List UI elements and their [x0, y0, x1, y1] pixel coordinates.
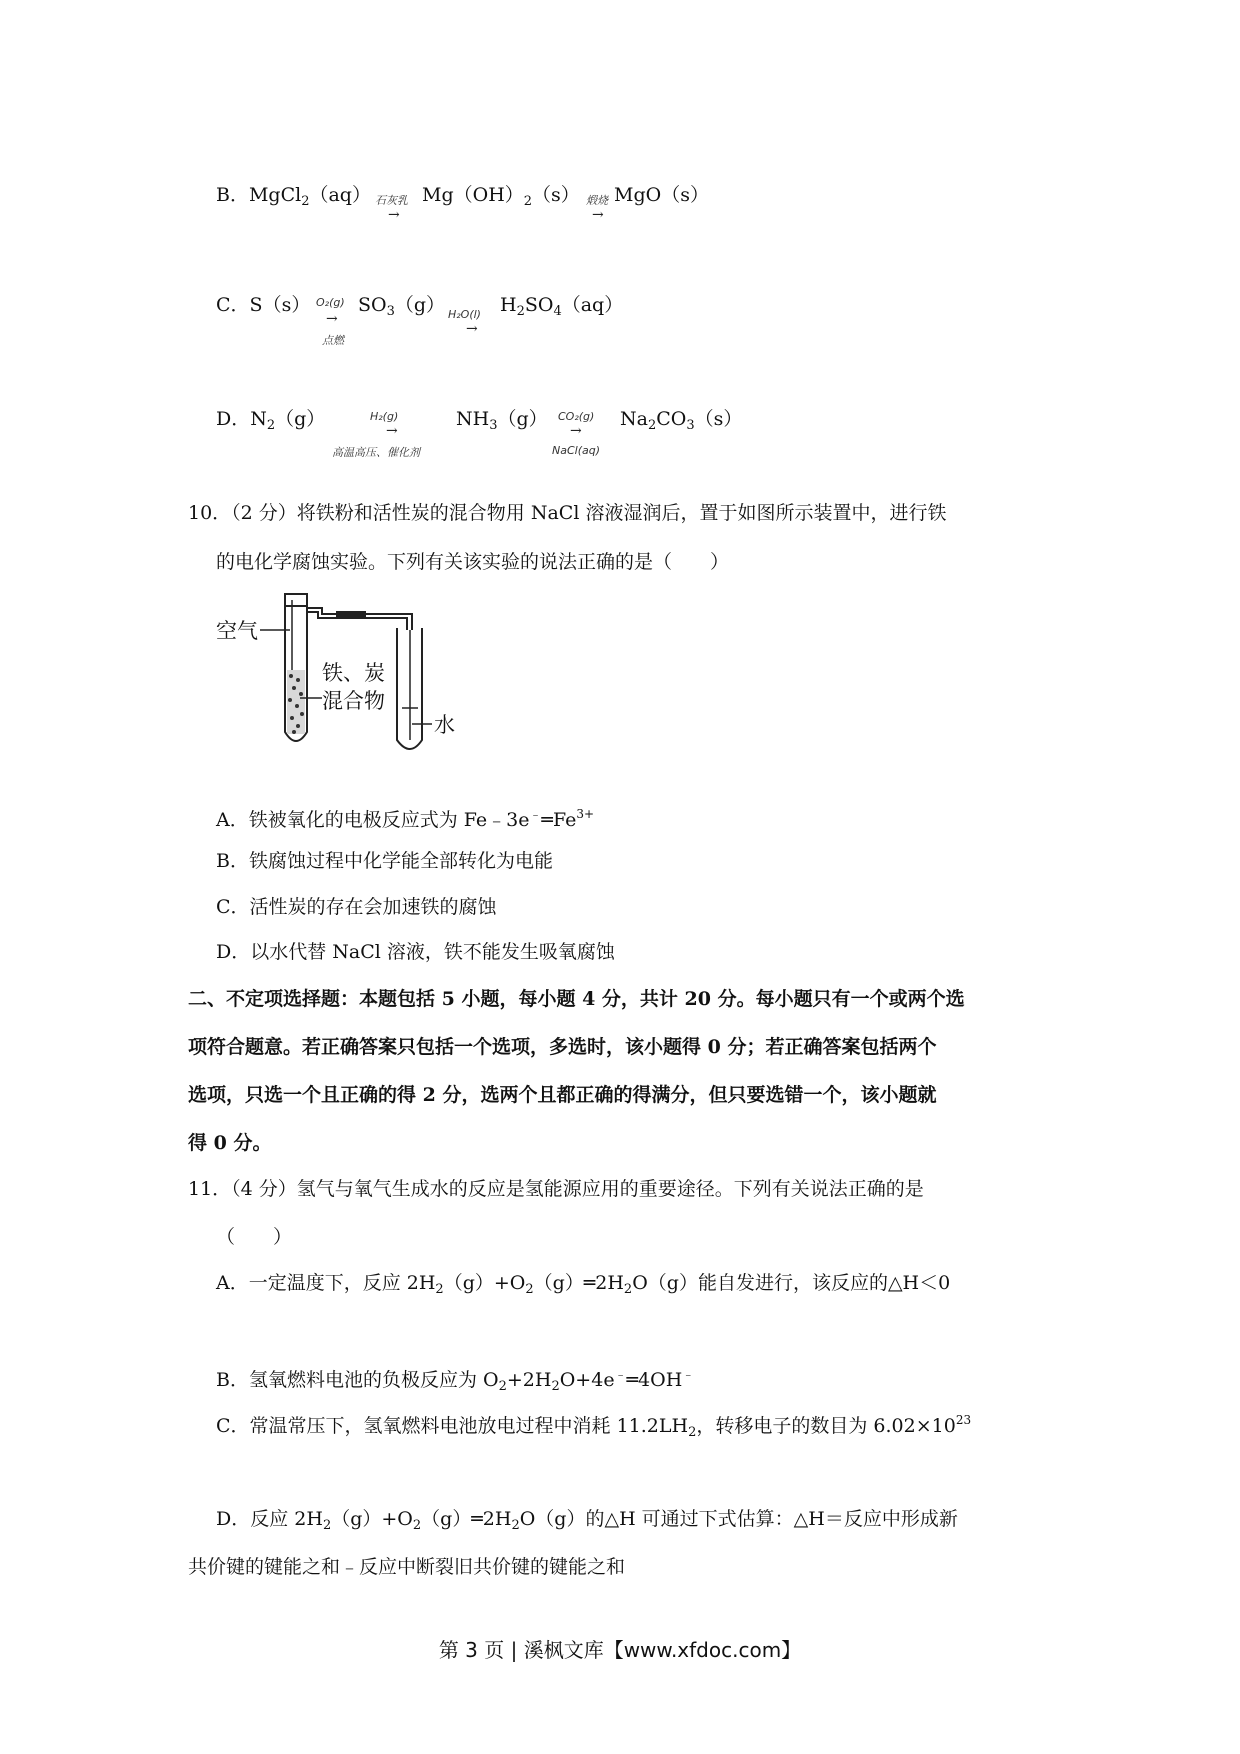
q11-option-d: D．反应 $2H_2(g)+O_2(g)═2H_2O(g)$的△H 可通过下式估算：△H＝反应中形成新	[216, 1508, 958, 1533]
q9b-condition-1: 石灰乳	[375, 194, 408, 207]
q11-option-a: A．一定温度下，反应 $2H_2(g)+O_2(g)═2H_2O(g)$能自发进行，该反应的△H＜0	[216, 1272, 951, 1297]
q11-stem-line-2: （ ）	[216, 1226, 293, 1248]
section-2-line-1: 二、不定项选择题：本题包括 5 小题，每小题 4 分，共计 20 分。每小题只有一个或两个选	[188, 988, 965, 1010]
q9-option-b-end: MgO（s）	[614, 184, 709, 206]
q11-stem-line-1: 11．（4 分）氢气与氧气生成水的反应是氢能源应用的重要途径。下列有关说法正确的是	[188, 1178, 924, 1200]
label-air: 空气	[216, 619, 258, 643]
label-iron-carbon: 铁、炭	[322, 661, 385, 685]
q10-option-b: B．铁腐蚀过程中化学能全部转化为电能	[216, 850, 553, 872]
apparatus-diagram	[210, 590, 490, 760]
q11-option-c: C．常温常压下，氢氧燃料电池放电过程中消耗 $11.2LH_2$，转移电子的数目为 $6.02\times 10^{23}$	[216, 1413, 972, 1440]
q10-stem-line-2: 的电化学腐蚀实验。下列有关该实验的说法正确的是（ ）	[216, 551, 730, 573]
q9d-condition-2b: NaCl(aq)	[552, 444, 601, 457]
q9d-arrow-1: →	[386, 423, 398, 439]
q10-option-a: A．铁被氧化的电极反应式为 $Fe﹣3e^﹣═Fe^{3+}$	[216, 807, 595, 831]
q9b-arrow-2: →	[592, 207, 604, 223]
q9-option-c-cont: $SO_3(g)$	[358, 294, 446, 319]
iron-carbon-mixture	[287, 670, 305, 734]
q9d-condition-1: H₂(g)	[370, 410, 399, 423]
q9d-condition-1b: 高温高压、催化剂	[332, 446, 420, 459]
q9d-condition-2: CO₂(g)	[558, 410, 595, 423]
q9b-arrow-1: →	[388, 207, 400, 223]
section-2-line-2: 项符合题意。若正确答案只包括一个选项，多选时，该小题得 0 分；若正确答案包括两个	[188, 1036, 937, 1058]
q9c-arrow-2: →	[466, 321, 478, 337]
q10-option-c: C．活性炭的存在会加速铁的腐蚀	[216, 896, 497, 918]
label-water: 水	[434, 713, 455, 737]
q11-option-d-line-2: 共价键的键能之和﹣反应中断裂旧共价键的键能之和	[188, 1556, 626, 1578]
stopper	[285, 594, 307, 606]
q10-stem-line-1: 10．（2 分）将铁粉和活性炭的混合物用 NaCl 溶液湿润后，置于如图所示装置中，进行铁	[188, 502, 947, 524]
q9c-arrow-1: →	[326, 311, 338, 327]
rubber-connector	[336, 611, 366, 618]
q10-option-d: D．以水代替 NaCl 溶液，铁不能发生吸氧腐蚀	[216, 941, 615, 963]
q9-option-c: C．S（s）	[216, 294, 311, 316]
section-2-line-4: 得 0 分。	[188, 1132, 272, 1154]
q9-option-d: D．$N_2(g)$	[216, 408, 326, 433]
q9c-condition-1: O₂(g)	[316, 296, 345, 309]
q9c-condition-1b: 点燃	[322, 334, 344, 347]
q9-option-c-end: $H_2SO_4(aq)$	[500, 294, 624, 319]
q9d-arrow-2: →	[570, 423, 582, 439]
page-footer: 第 3 页 | 溪枫文库【www.xfdoc.com】	[438, 1638, 802, 1662]
q9b-condition-2: 煅烧	[586, 194, 608, 207]
label-mixture: 混合物	[322, 689, 385, 713]
q9-option-b-cont: $Mg(OH)_2(s)$	[422, 184, 580, 209]
q9c-condition-2: H₂O(l)	[448, 308, 481, 321]
q9-option-d-end: $Na_2CO_3(s)$	[620, 408, 743, 433]
q11-option-b: B．氢氧燃料电池的负极反应为 $O_2+2H_2O+4e^﹣═4OH^﹣$	[216, 1367, 695, 1394]
section-2-line-3: 选项，只选一个且正确的得 2 分，选两个且都正确的得满分，但只要选错一个，该小题就	[188, 1084, 937, 1106]
q9-option-b: B．MgCl$_2$（aq）	[216, 184, 371, 209]
q9-option-d-cont: $NH_3(g)$	[456, 408, 548, 433]
